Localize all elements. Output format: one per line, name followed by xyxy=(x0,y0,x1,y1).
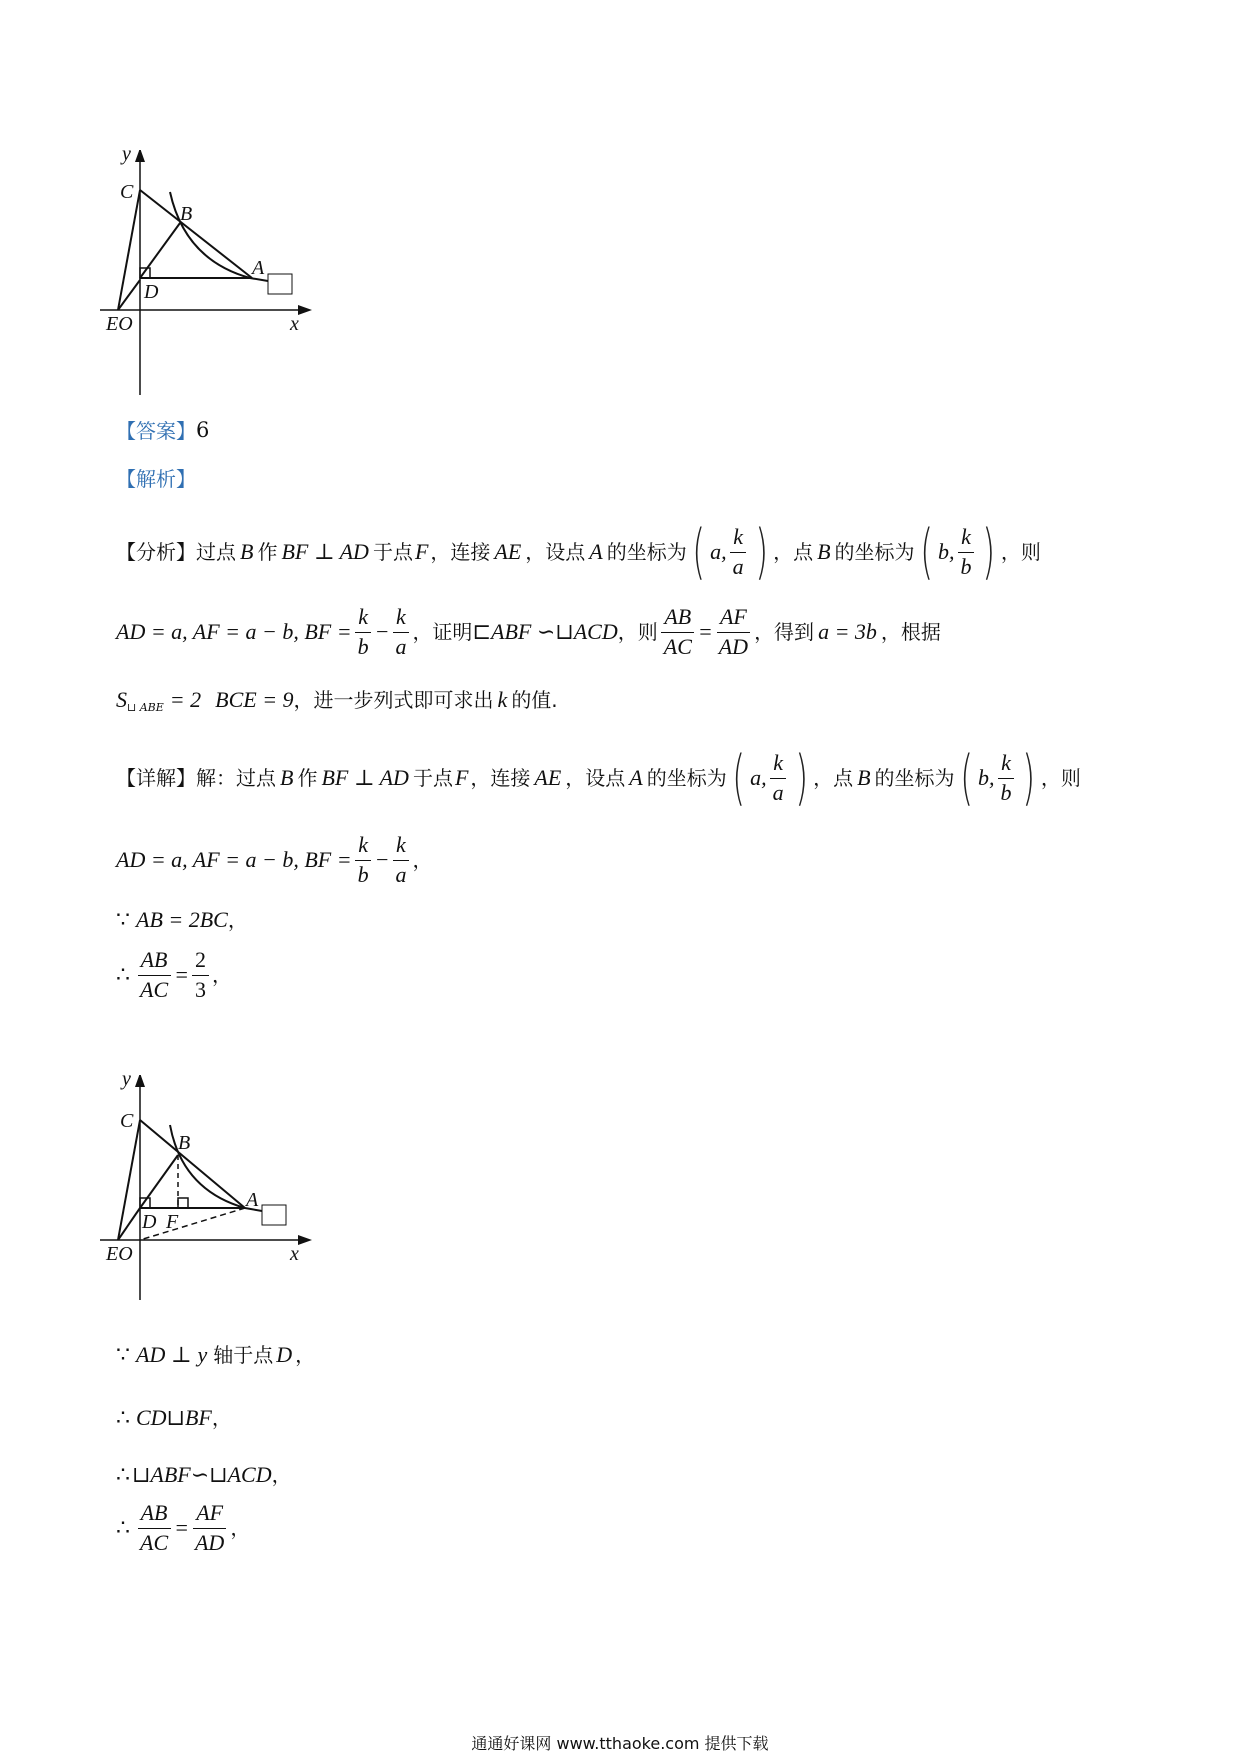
equals: = xyxy=(174,1515,189,1540)
fraction-ab-over-ac xyxy=(137,948,171,1001)
num: k xyxy=(355,833,371,860)
label-a: A xyxy=(246,1189,259,1211)
segment-ae: AE xyxy=(534,765,562,790)
label-d: D xyxy=(144,281,159,303)
because-symbol: ∵ xyxy=(116,1342,130,1367)
paren-right: ) xyxy=(754,517,768,587)
math-bce: BCE = 9 xyxy=(215,687,294,712)
paren-left: ( xyxy=(732,743,745,813)
segment-ca xyxy=(140,190,252,278)
text: ，连接 xyxy=(470,766,531,790)
coord-b: b, xyxy=(937,539,955,564)
label-eo: EO xyxy=(106,313,133,335)
den: AC xyxy=(140,976,169,1002)
text: ，进一步列式即可求出 xyxy=(293,688,494,712)
text: 于点 xyxy=(412,766,453,790)
text: 的坐标为 xyxy=(646,766,727,790)
segment-ec xyxy=(118,190,140,310)
den: b xyxy=(357,633,369,659)
therefore-symbol: ∴ xyxy=(116,962,130,987)
den: AC xyxy=(140,1529,169,1555)
label-d: D xyxy=(142,1211,157,1233)
figure-1 xyxy=(100,150,340,400)
point-b: B xyxy=(280,765,294,790)
fraction-k-over-b xyxy=(355,605,372,658)
fraction-k-over-a xyxy=(770,751,787,804)
math-ad-af-bf: AD = a, AF = a − b, BF = xyxy=(116,619,352,644)
math-ad-perp: AD ⊥ xyxy=(136,1342,192,1367)
fraction-ab-over-ac xyxy=(661,605,695,658)
xiangjie-tag: 【详解】 xyxy=(116,766,196,790)
label-a: A xyxy=(252,257,265,279)
answer-value: 6 xyxy=(196,418,210,442)
label-b: B xyxy=(178,1132,191,1154)
text: ，则 xyxy=(1000,540,1041,564)
paren-left: ( xyxy=(959,743,973,813)
coord-a: a, xyxy=(750,765,767,790)
point-b: B xyxy=(817,539,831,564)
fenxi-line-1 xyxy=(116,517,1041,587)
coord-a: a, xyxy=(710,539,727,564)
analysis-line xyxy=(116,469,196,489)
num: k xyxy=(998,751,1014,778)
step-3 xyxy=(116,1340,315,1370)
text: ， xyxy=(412,848,433,872)
den: AD xyxy=(194,1529,225,1555)
fraction-k-over-a xyxy=(392,833,409,886)
text: 过点 xyxy=(236,766,276,790)
text: 轴于点 xyxy=(213,1343,274,1367)
text: ， xyxy=(230,1516,251,1540)
num: k xyxy=(730,525,746,552)
den: a xyxy=(395,861,407,887)
math-a-3b: a = 3b xyxy=(818,619,877,644)
den: b xyxy=(960,553,972,579)
segment-db xyxy=(140,223,180,278)
den: a xyxy=(772,779,784,805)
step-6 xyxy=(116,1498,250,1558)
fraction-k-over-a xyxy=(392,605,409,658)
text: ，得到 xyxy=(754,620,815,644)
small-box xyxy=(268,274,292,294)
paren-left: ( xyxy=(692,517,705,587)
label-eo: EO xyxy=(106,1243,133,1265)
fenxi-line-2 xyxy=(116,602,941,662)
fraction-af-over-ad xyxy=(716,605,751,658)
analysis-tag: 【解析】 xyxy=(116,467,196,491)
math-s: S xyxy=(116,687,127,712)
text: ，证明 xyxy=(412,620,473,644)
num: AB xyxy=(138,1501,171,1528)
point-b: B xyxy=(240,539,254,564)
paren-right: ) xyxy=(1022,743,1036,813)
den: AD xyxy=(718,633,749,659)
num: AB xyxy=(661,605,694,632)
fenxi-line-3 xyxy=(116,685,558,715)
step-2 xyxy=(116,945,232,1005)
label-f: F xyxy=(166,1211,179,1233)
segment-ca xyxy=(140,1120,245,1208)
footer: 通通好课网 www.tthaoke.com 提供下载 xyxy=(471,1734,769,1753)
text: ，则 xyxy=(1040,766,1081,790)
num: k xyxy=(958,525,974,552)
point-a: A xyxy=(589,539,603,564)
math-subscript: ⊔ ABE xyxy=(127,700,164,714)
label-y: y xyxy=(122,1075,131,1090)
point-b: B xyxy=(857,765,871,790)
fenxi-tag: 【分析】 xyxy=(116,540,196,564)
text: ， xyxy=(211,1406,232,1430)
label-c: C xyxy=(120,1110,134,1132)
y-axis-arrow xyxy=(135,150,145,162)
label-x: x xyxy=(290,1243,299,1265)
text: 解： xyxy=(196,766,236,790)
minus: − xyxy=(374,619,390,644)
fraction-k-over-b xyxy=(355,833,372,886)
therefore-symbol: ∴ xyxy=(116,1515,130,1540)
text: 的值. xyxy=(511,688,558,712)
math-ad-af-bf: AD = a, AF = a − b, BF = xyxy=(116,847,352,872)
equals: = xyxy=(697,619,713,644)
text: 作 xyxy=(297,766,318,790)
num: 2 xyxy=(192,948,209,975)
fraction-k-over-a xyxy=(730,525,747,578)
text: ，根据 xyxy=(880,620,941,644)
math-ab-2bc: AB = 2BC xyxy=(136,907,228,932)
x-axis-arrow xyxy=(298,1235,312,1245)
den: AC xyxy=(663,633,692,659)
point-d: D xyxy=(276,1342,293,1367)
math-k: k xyxy=(497,687,508,712)
label-c: C xyxy=(120,181,134,203)
text: ，设点 xyxy=(525,540,586,564)
segment-ae: AE xyxy=(494,539,522,564)
segment-db xyxy=(140,1155,178,1208)
text: ， xyxy=(211,963,232,987)
coord-b: b, xyxy=(977,765,995,790)
equals: = xyxy=(174,962,189,987)
text: 的坐标为 xyxy=(606,540,687,564)
answer-tag: 【答案】 xyxy=(116,418,196,443)
math-eq-2: = 2 xyxy=(169,687,202,712)
num: AF xyxy=(193,1501,226,1528)
num: AB xyxy=(138,948,171,975)
fraction-k-over-b xyxy=(997,751,1014,804)
paren-right: ) xyxy=(982,517,996,587)
xiangjie-line-2 xyxy=(116,830,432,890)
xiangjie-line-1 xyxy=(116,743,1081,813)
text: 作 xyxy=(257,540,278,564)
math-bf-perp-ad: BF ⊥ AD xyxy=(281,539,369,564)
fraction-ab-over-ac xyxy=(137,1501,171,1554)
minus: − xyxy=(374,847,390,872)
text: ， xyxy=(295,1343,316,1367)
den: b xyxy=(357,861,369,887)
num: AF xyxy=(717,605,750,632)
fraction-k-over-b xyxy=(957,525,974,578)
num: k xyxy=(393,605,409,632)
therefore-symbol: ∴ xyxy=(116,1405,130,1430)
num: k xyxy=(355,605,371,632)
math-bf-perp-ad: BF ⊥ AD xyxy=(321,765,409,790)
math-cd-parallel-bf: CD⊔BF xyxy=(136,1405,212,1430)
label-y: y xyxy=(122,150,131,165)
paren-right: ) xyxy=(794,743,808,813)
because-symbol: ∵ xyxy=(116,907,130,932)
den: a xyxy=(732,553,744,579)
text: 的坐标为 xyxy=(834,540,915,564)
num: k xyxy=(393,833,409,860)
step-4 xyxy=(116,1403,232,1433)
step-1 xyxy=(116,905,248,935)
text: 过点 xyxy=(196,540,236,564)
x-axis-arrow xyxy=(298,305,312,315)
paren-left: ( xyxy=(919,517,933,587)
text: ，连接 xyxy=(430,540,491,564)
segment-ec xyxy=(118,1120,140,1240)
math-similar: ⊏ABF ∽⊔ACD xyxy=(472,619,618,644)
den: 3 xyxy=(194,976,206,1002)
math-similar: ⊔ABF∽⊔ACD xyxy=(132,1462,272,1487)
text: ，设点 xyxy=(565,766,626,790)
y-axis-arrow xyxy=(135,1075,145,1087)
answer-line xyxy=(116,420,209,441)
fraction-af-over-ad xyxy=(192,1501,227,1554)
text: ， xyxy=(271,1463,292,1487)
step-5 xyxy=(116,1460,292,1490)
therefore-symbol: ∴ xyxy=(116,1462,130,1487)
label-x: x xyxy=(290,313,299,335)
label-b: B xyxy=(180,203,193,225)
text: 的坐标为 xyxy=(874,766,955,790)
fraction-2-over-3 xyxy=(192,948,209,1001)
num: k xyxy=(770,751,786,778)
den: b xyxy=(1000,779,1012,805)
text: 于点 xyxy=(372,540,413,564)
text: ，点 xyxy=(773,540,814,564)
den: a xyxy=(395,633,407,659)
text: ，则 xyxy=(617,620,658,644)
point-f: F xyxy=(454,765,469,790)
right-angle-mark-f xyxy=(178,1198,188,1208)
figure-2 xyxy=(100,1075,340,1325)
text: ，点 xyxy=(813,766,854,790)
text: ， xyxy=(227,908,248,932)
point-a: A xyxy=(629,765,643,790)
math-y: y xyxy=(197,1342,208,1367)
small-box xyxy=(262,1205,286,1225)
point-f: F xyxy=(414,539,429,564)
